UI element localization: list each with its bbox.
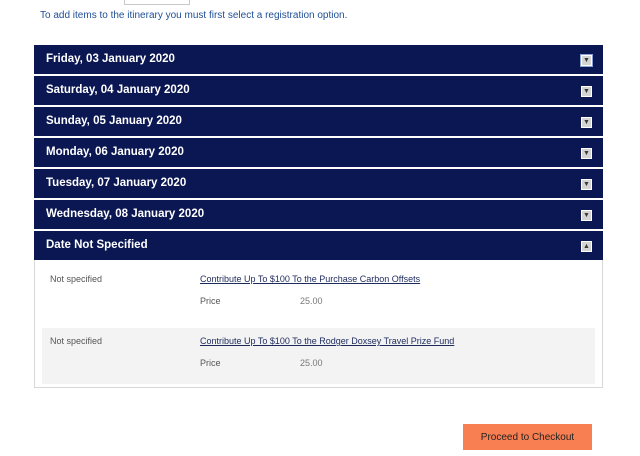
list-item <box>42 328 595 384</box>
triangle-down-icon[interactable]: ▼ <box>581 117 592 128</box>
triangle-down-icon[interactable]: ▼ <box>581 55 592 66</box>
triangle-up-icon[interactable]: ▲ <box>581 241 592 252</box>
day-title: Date Not Specified <box>46 239 148 251</box>
not-specified-panel <box>34 260 603 388</box>
triangle-down-icon[interactable]: ▼ <box>581 179 592 190</box>
itinerary-accordion <box>34 45 603 388</box>
day-header-saturday[interactable] <box>34 76 603 105</box>
proceed-to-checkout-button[interactable]: Proceed to Checkout <box>463 424 592 450</box>
triangle-down-icon[interactable]: ▼ <box>581 210 592 221</box>
item-date: Not specified <box>50 336 103 346</box>
day-header-monday[interactable] <box>34 138 603 167</box>
day-header-wednesday[interactable] <box>34 200 603 229</box>
price-value: 25.00 <box>300 296 323 306</box>
item-title-link[interactable]: Contribute Up To $100 To the Purchase Carbon Offsets <box>200 274 421 284</box>
triangle-down-icon[interactable]: ▼ <box>581 148 592 159</box>
day-title: Monday, 06 January 2020 <box>46 146 184 158</box>
day-header-sunday[interactable] <box>34 107 603 136</box>
price-label: Price <box>200 358 221 368</box>
day-header-friday[interactable] <box>34 45 603 74</box>
list-item <box>42 266 595 322</box>
day-title: Sunday, 05 January 2020 <box>46 115 182 127</box>
itinerary-notice: To add items to the itinerary you must first select a registration option. <box>40 10 348 21</box>
item-title-link[interactable]: Contribute Up To $100 To the Rodger Doxsey Travel Prize Fund <box>200 336 455 346</box>
registration-select-edge[interactable] <box>124 0 190 5</box>
triangle-down-icon[interactable]: ▼ <box>581 86 592 97</box>
day-title: Friday, 03 January 2020 <box>46 53 175 65</box>
day-title: Wednesday, 08 January 2020 <box>46 208 205 220</box>
day-title: Saturday, 04 January 2020 <box>46 84 190 96</box>
day-title: Tuesday, 07 January 2020 <box>46 177 187 189</box>
price-label: Price <box>200 296 221 306</box>
day-header-not-specified[interactable] <box>34 231 603 260</box>
item-date: Not specified <box>50 274 103 284</box>
price-value: 25.00 <box>300 358 323 368</box>
day-header-tuesday[interactable] <box>34 169 603 198</box>
